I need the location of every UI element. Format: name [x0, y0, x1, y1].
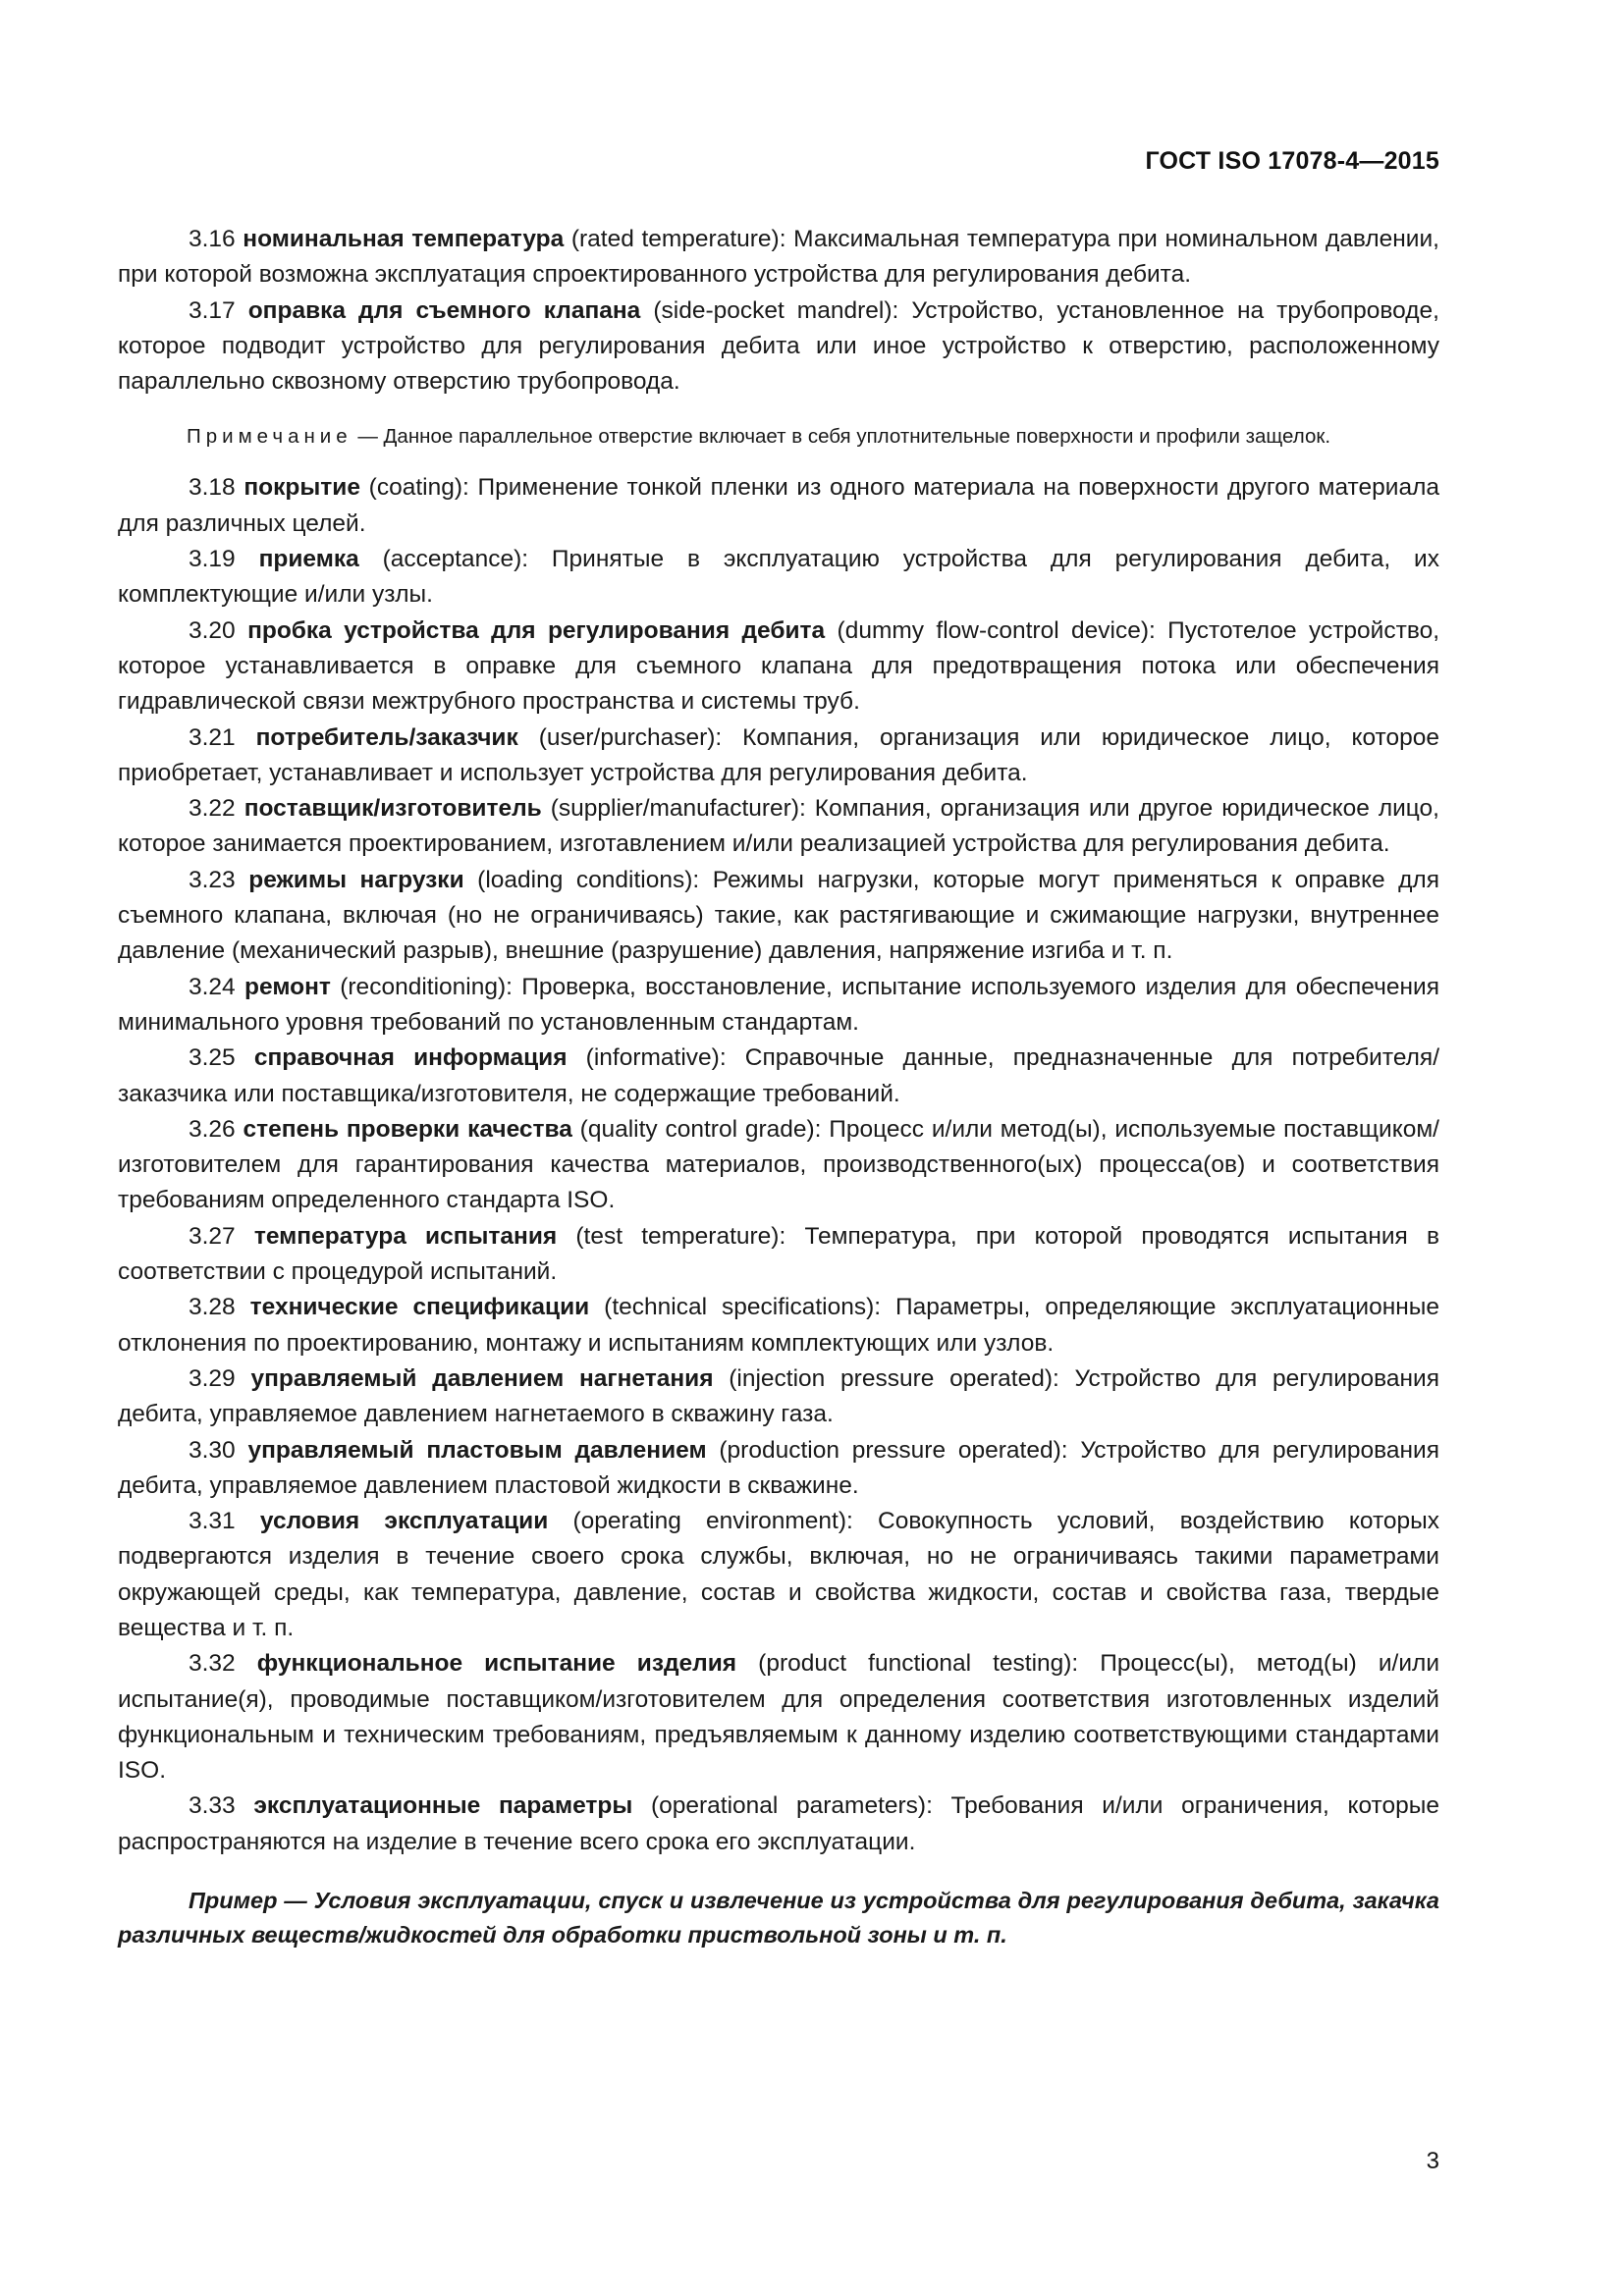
definition-3-29: [118, 1362, 1439, 1433]
definition-3-24: [118, 970, 1439, 1041]
definition-number: 3.27: [189, 1222, 236, 1250]
definition-term: номинальная температура: [243, 226, 565, 252]
definition-term: пробка устройства для регулирования дебита: [247, 616, 826, 644]
definition-term: степень проверки качества: [243, 1115, 572, 1143]
definition-number: 3.16: [189, 226, 236, 252]
definition-text: (dummy flow-control device): Пустотелое устройство, которое устанавливается в оправке для съемного клапана для предотвращения потока или обеспечения гидравлической связи межтрубного пространства и системы труб.: [118, 616, 1440, 716]
definition-text: (loading conditions): Режимы нагрузки, которые могут применяться к оправке для съемного клапана, включая (но не ограничиваясь) такие, как растягивающие и сжимающие нагрузки, внутреннее давление (механический разрыв), внешние (разрушение) давления, напряжение изгиба и т. п.: [118, 866, 1439, 965]
definition-3-25: [118, 1041, 1439, 1112]
definition-text: (supplier/manufacturer): Компания, организация или другое юридическое лицо, которое занимается проектированием, изготавлением и/или реализацией устройства для регулирования дебита.: [118, 795, 1439, 858]
definition-number: 3.28: [189, 1294, 236, 1321]
definition-3-31: [118, 1504, 1439, 1646]
document-code-header: ГОСТ ISO 17078-4—2015: [1145, 147, 1439, 175]
definition-text: (acceptance): Принятые в эксплуатацию устройства для регулирования дебита, их комплектующие и/или узлы.: [118, 546, 1439, 609]
definition-text: (production pressure operated): Устройство для регулирования дебита, управляемое давлением пластовой жидкости в скважине.: [118, 1436, 1439, 1499]
note-paragraph: [118, 421, 1439, 453]
definition-3-33: [118, 1789, 1439, 1860]
definition-text: (reconditioning): Проверка, восстановление, испытание используемого изделия для обеспечения минимального уровня требований по установленным стандартам.: [118, 973, 1439, 1036]
definition-term: справочная информация: [253, 1044, 568, 1072]
definition-text: (test temperature): Температура, при которой проводятся испытания в соответствии с процедурой испытаний.: [118, 1222, 1439, 1286]
definition-number: 3.33: [189, 1792, 236, 1820]
definition-term: управляемый пластовым давлением: [247, 1436, 707, 1464]
definition-3-30: [118, 1433, 1439, 1505]
definition-text: (rated temperature): Максимальная температура при номинальном давлении, при которой возможна эксплуатация спроектированного устройства для регулирования дебита.: [118, 226, 1439, 289]
definition-3-26: [118, 1112, 1439, 1219]
definition-number: 3.26: [189, 1115, 236, 1143]
definition-number: 3.29: [189, 1364, 236, 1392]
page-number: 3: [1426, 2148, 1439, 2174]
definition-term: оправка для съемного клапана: [247, 296, 641, 324]
document-page: [118, 0, 1439, 2296]
note-label: Примечание: [187, 425, 352, 449]
definition-number: 3.18: [189, 474, 236, 502]
example-paragraph: Пример — Условия эксплуатации, спуск и извлечение из устройства для регулирования дебита, закачка различных веществ/жидкостей для обработки приствольной зоны и т. п.: [118, 1888, 1439, 1949]
definition-term: управляемый давлением нагнетания: [250, 1364, 714, 1392]
definition-number: 3.31: [189, 1508, 236, 1535]
definition-3-17: [118, 294, 1439, 400]
definition-text: (product functional testing): Процесс(ы), метод(ы) и/или испытание(я), проводимые поставщиком/изготовителем для определения соответствия изготовленных изделий функциональным и техническим требованиям, предъявляемым к данному изделию соответствующими стандартами ISO.: [118, 1650, 1440, 1785]
definition-3-32: [118, 1646, 1439, 1789]
definition-text: (user/purchaser): Компания, организация или юридическое лицо, которое приобретает, устанавливает и использует устройства для регулирования дебита.: [118, 723, 1439, 786]
definition-number: 3.19: [189, 546, 236, 573]
definition-term: покрытие: [244, 474, 360, 502]
definition-text: (quality control grade): Процесс и/или метод(ы), используемые поставщиком/изготовителем для гарантирования качества материалов, производственного(ых) процесса(ов) и соответствия требованиям определенного стандарта ISO.: [118, 1115, 1439, 1214]
definition-3-22: [118, 791, 1439, 863]
definition-number: 3.24: [189, 973, 236, 1000]
definition-3-16: [118, 222, 1439, 294]
definition-term: технические спецификации: [249, 1294, 590, 1321]
definition-term: эксплуатационные параметры: [253, 1792, 633, 1820]
definition-3-20: [118, 614, 1439, 721]
definition-3-19: [118, 542, 1439, 614]
definition-text: (side-pocket mandrel): Устройство, установленное на трубопроводе, которое подводит устройство для регулирования дебита или иное устройство к отверстию, расположенному параллельно сквозному отверстию трубопровода.: [118, 296, 1439, 396]
definition-3-28: [118, 1290, 1439, 1362]
definition-3-18: [118, 470, 1439, 542]
definition-number: 3.21: [189, 723, 236, 751]
definition-3-21: [118, 721, 1439, 792]
definition-text: (technical specifications): Параметры, определяющие эксплуатационные отклонения по проектированию, монтажу и испытаниям комплектующих или узлов.: [118, 1294, 1439, 1357]
definitions-content: [118, 222, 1439, 1952]
definition-term: поставщик/изготовитель: [244, 795, 542, 823]
definition-term: режимы нагрузки: [248, 866, 464, 893]
definition-number: 3.25: [189, 1044, 236, 1072]
note-text: — Данное параллельное отверстие включает в себя уплотнительные поверхности и профили защелок.: [352, 425, 1331, 449]
definition-number: 3.32: [189, 1650, 236, 1678]
definition-3-27: [118, 1219, 1439, 1291]
definition-text: (operating environment): Совокупность условий, воздействию которых подвергаются изделия в течение своего срока службы, включая, но не ограничиваясь такими параметрами окружающей среды, как температура, давление, состав и свойства жидкости, состав и свойства газа, твердые вещества и т. п.: [118, 1508, 1439, 1641]
definition-term: приемка: [258, 546, 359, 573]
definition-text: (injection pressure operated): Устройство для регулирования дебита, управляемое давлением нагнетаемого в скважину газа.: [118, 1364, 1440, 1428]
definition-number: 3.23: [189, 866, 236, 893]
definition-term: ремонт: [244, 973, 331, 1000]
definition-term: условия эксплуатации: [259, 1508, 549, 1535]
definition-text: (operational parameters): Требования и/или ограничения, которые распространяются на изделие в течение всего срока его эксплуатации.: [118, 1792, 1439, 1855]
definition-number: 3.22: [189, 795, 236, 823]
definition-term: потребитель/заказчик: [255, 723, 518, 751]
definition-term: функциональное испытание изделия: [256, 1650, 737, 1678]
definition-number: 3.30: [189, 1436, 236, 1464]
definition-3-23: [118, 863, 1439, 970]
definition-term: температура испытания: [253, 1222, 558, 1250]
definition-text: (informative): Справочные данные, предназначенные для потребителя/заказчика или поставщика/изготовителя, не содержащие требований.: [118, 1044, 1439, 1107]
definition-text: (coating): Применение тонкой пленки из одного материала на поверхности другого материала для различных целей.: [118, 474, 1439, 537]
definition-number: 3.17: [189, 296, 236, 324]
definition-number: 3.20: [189, 616, 236, 644]
